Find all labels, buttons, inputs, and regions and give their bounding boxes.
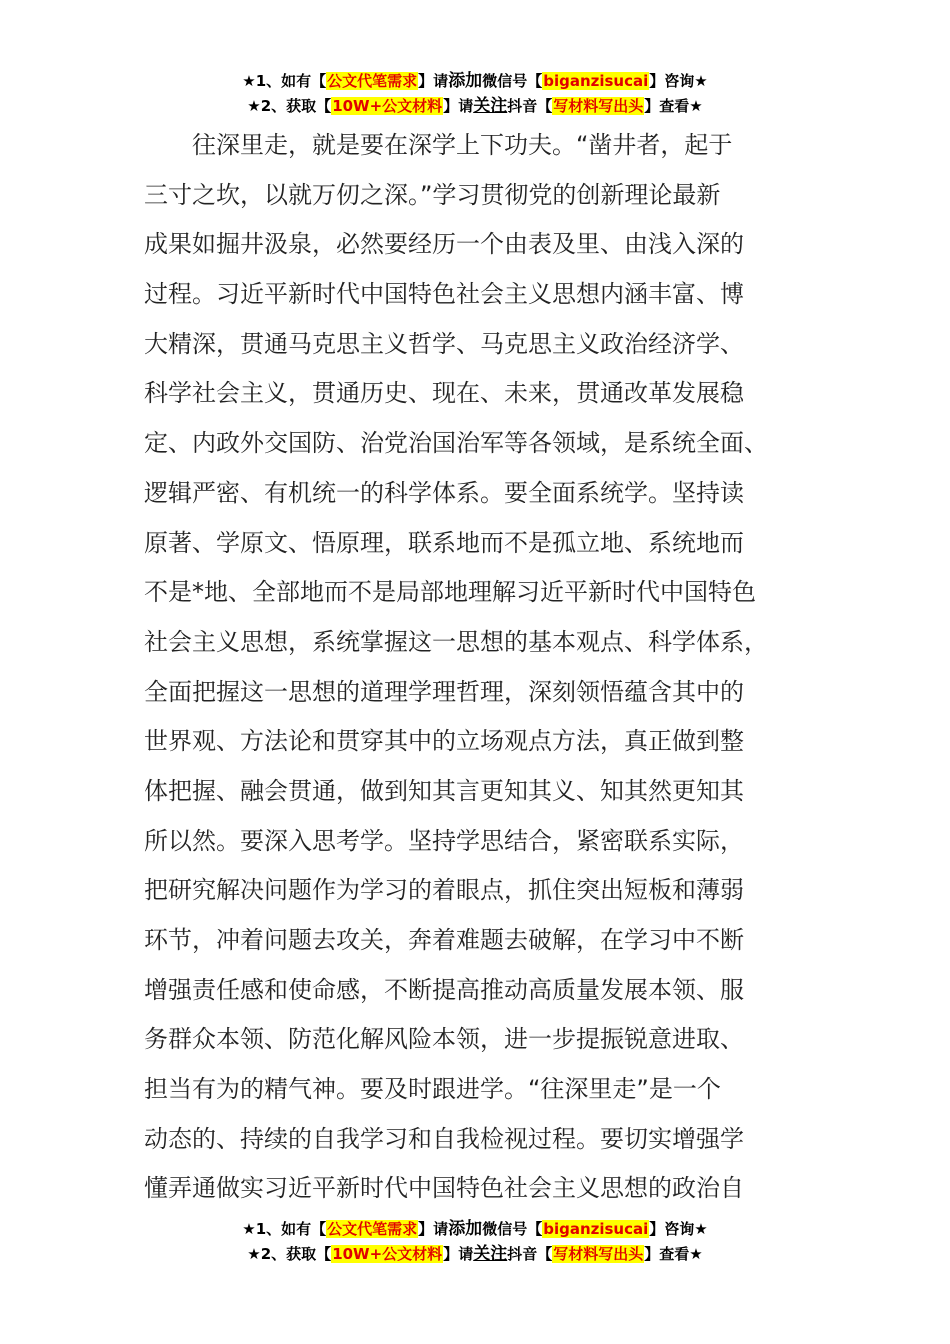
banner-line-1 (0, 1217, 950, 1242)
body-line: 动态的、持续的自我学习和自我检视过程。要切实增强学 (144, 1124, 744, 1153)
highlight-materials: 10W+公文材料 (332, 1245, 443, 1263)
highlight-wechat-id: biganzisucai (543, 1220, 649, 1238)
body-line: 务群众本领、防范化解风险本领，进一步提振锐意进取、 (144, 1025, 744, 1054)
bottom-banner (0, 1217, 950, 1267)
body-line: 大精深，贯通马克思主义哲学、马克思主义政治经济学、 (144, 329, 744, 358)
highlight-service: 公文代笔需求 (327, 1220, 418, 1238)
body-line: 原著、学原文、悟原理，联系地而不是孤立地、系统地而 (144, 528, 744, 557)
banner-text: 】查看★ (644, 1245, 703, 1263)
body-line: 体把握、融会贯通，做到知其言更知其义、知其然更知其 (144, 776, 744, 805)
banner-emphasis: 添加 (448, 1219, 483, 1239)
banner-text: ★1、如有【 (242, 1220, 327, 1238)
banner-line-1 (0, 69, 950, 94)
banner-text: 】请 (418, 72, 449, 90)
banner-emphasis: 关注 (473, 96, 508, 116)
document-body (144, 121, 809, 1214)
banner-text: ★2、获取【 (247, 1245, 332, 1263)
body-line: 社会主义思想，系统掌握这一思想的基本观点、科学体系， (144, 627, 768, 656)
banner-text: 微信号【 (482, 1220, 543, 1238)
banner-emphasis: 添加 (448, 71, 483, 91)
body-line: 担当有为的精气神。要及时跟进学。“往深里走”是一个 (144, 1075, 721, 1104)
body-line: 科学社会主义，贯通历史、现在、未来，贯通改革发展稳 (144, 379, 744, 408)
banner-emphasis: 关注 (473, 1244, 508, 1264)
banner-line-2 (0, 94, 950, 119)
banner-text: 微信号【 (482, 72, 543, 90)
body-line: 往深里走，就是要在深学上下功夫。“凿井者，起于 (144, 131, 733, 159)
body-line: 三寸之坎，以就万仞之深。”学习贯彻党的创新理论最新 (144, 180, 721, 209)
highlight-service: 公文代笔需求 (327, 72, 418, 90)
body-line: 增强责任感和使命感，不断提高推动高质量发展本领、服 (144, 975, 744, 1004)
banner-text: 】咨询★ (649, 1220, 708, 1238)
body-line: 逻辑严密、有机统一的科学体系。要全面系统学。坚持读 (144, 478, 744, 507)
highlight-wechat-id: biganzisucai (543, 72, 649, 90)
body-line: 过程。习近平新时代中国特色社会主义思想内涵丰富、博 (144, 280, 744, 309)
body-line: 全面把握这一思想的道理学理哲理，深刻领悟蕴含其中的 (144, 677, 744, 706)
banner-text: 抖音【 (507, 1245, 553, 1263)
highlight-douyin: 写材料写出头 (553, 97, 644, 115)
banner-line-2 (0, 1242, 950, 1267)
banner-text: 】请 (418, 1220, 449, 1238)
banner-text: ★1、如有【 (242, 72, 327, 90)
body-line: 不是*地、全部地而不是局部地理解习近平新时代中国特色 (144, 578, 756, 607)
highlight-materials: 10W+公文材料 (332, 97, 443, 115)
top-banner (0, 69, 950, 119)
body-line: 环节，冲着问题去攻关，奔着难题去破解，在学习中不断 (144, 926, 744, 954)
banner-text: 】查看★ (644, 97, 703, 115)
body-line: 所以然。要深入思考学。坚持学思结合，紧密联系实际， (144, 826, 744, 855)
body-line: 把研究解决问题作为学习的着眼点，抓住突出短板和薄弱 (144, 876, 744, 905)
body-line: 成果如掘井汲泉，必然要经历一个由表及里、由浅入深的 (144, 230, 744, 259)
body-line: 世界观、方法论和贯穿其中的立场观点方法，真正做到整 (144, 727, 744, 756)
banner-text: 】咨询★ (649, 72, 708, 90)
banner-text: 】请 (443, 97, 474, 115)
body-line: 懂弄通做实习近平新时代中国特色社会主义思想的政治自 (144, 1174, 744, 1203)
banner-text: ★2、获取【 (247, 97, 332, 115)
body-line: 定、内政外交国防、治党治国治军等各领域，是系统全面、 (144, 429, 768, 458)
banner-text: 抖音【 (507, 97, 553, 115)
banner-text: 】请 (443, 1245, 474, 1263)
highlight-douyin: 写材料写出头 (553, 1245, 644, 1263)
